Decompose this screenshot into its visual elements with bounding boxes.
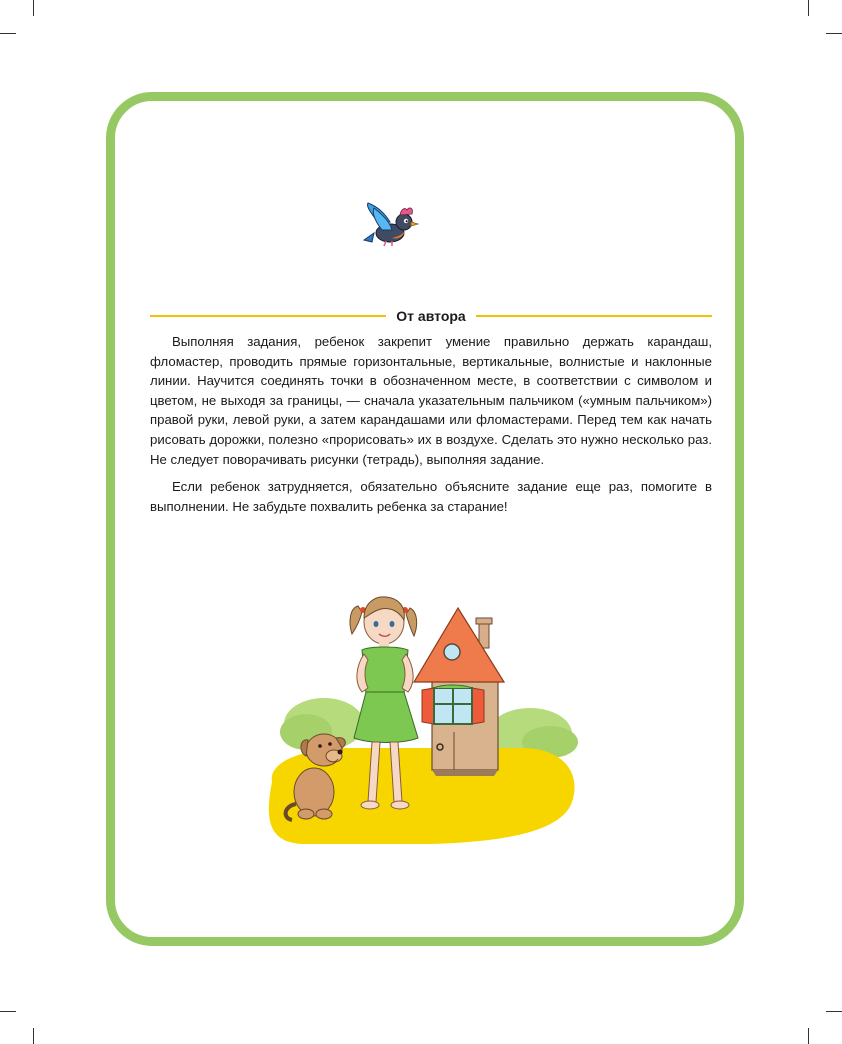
crop-mark (33, 1028, 34, 1044)
crop-mark (826, 1011, 842, 1012)
girl-house-dog-illustration (262, 592, 582, 850)
section-heading (150, 305, 712, 327)
author-note-body (150, 332, 712, 524)
crop-mark (808, 0, 809, 16)
crop-mark (0, 1011, 16, 1012)
paragraph: Если ребенок затрудняется, обязательно объясните задание еще раз, помогите в выполнении. Не забудьте похвалить ребенка за старание! (150, 479, 712, 514)
heading-title: От автора (396, 308, 466, 324)
crop-mark (826, 33, 842, 34)
crop-mark (808, 1028, 809, 1044)
paragraph: Выполняя задания, ребенок закрепит умение правильно держать карандаш, фломастер, проводить прямые горизонтальные, вертикальные, волнистые и наклонные линии. Научится соединять точки в обозначенном месте, в соответствии с символом и цветом, не выходя за границы, — сначала указательным пальчиком («умным пальчиком») правой руки, левой руки, а затем карандашами или фломастерами. Перед тем как начать рисовать дорожки, полезно «прорисовать» их в воздухе. Сделать это нужно несколько раз. Не следует поворачивать рисунки (тетрадь), выполняя задание. (150, 334, 712, 467)
bird-icon (360, 200, 422, 252)
heading-rule-right (476, 315, 712, 317)
crop-mark (0, 33, 16, 34)
crop-mark (33, 0, 34, 16)
heading-rule-left (150, 315, 386, 317)
